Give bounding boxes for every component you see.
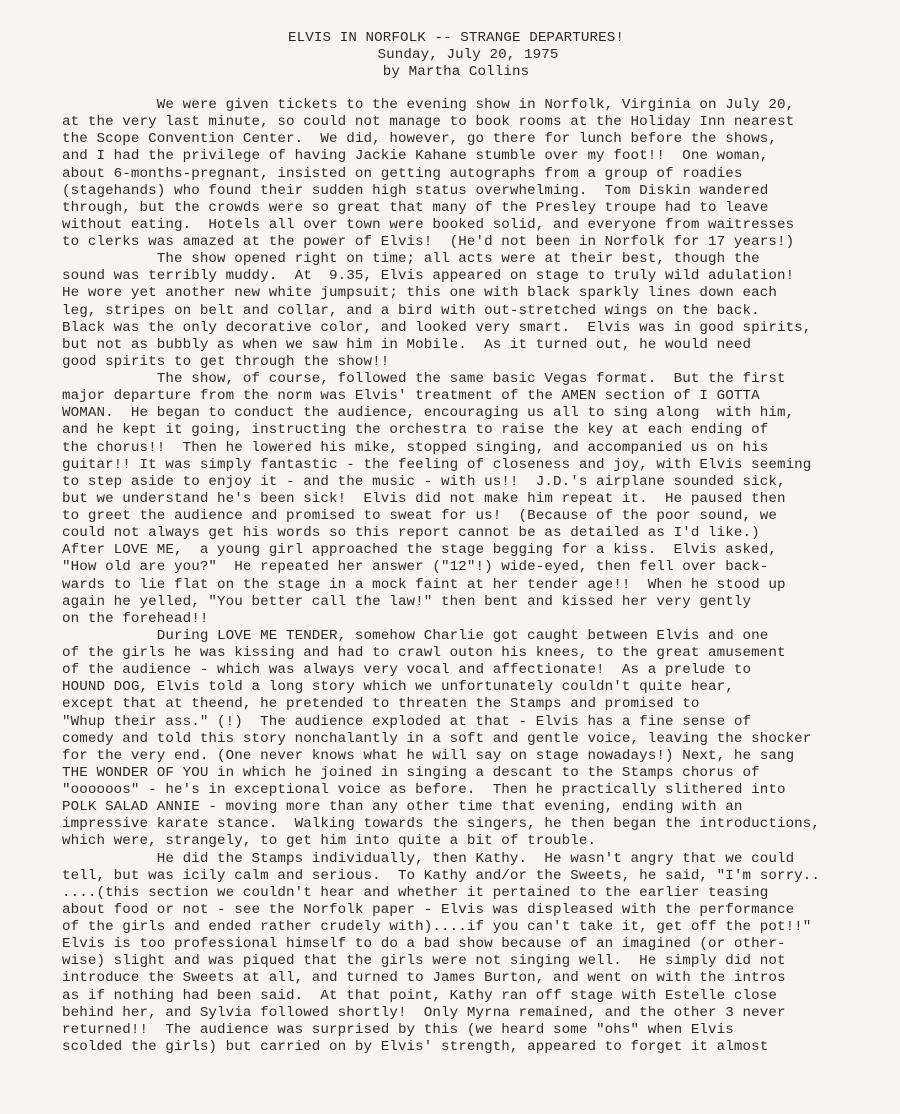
text-line: to clerks was amazed at the power of Elvis! (He'd not been in Norfolk for 17 years!)	[62, 234, 795, 250]
text-line: WOMAN. He began to conduct the audience, encouraging us all to sing along with him,	[62, 405, 795, 422]
text-line: After LOVE ME, a young girl approached the stage begging for a kiss. Elvis asked,	[62, 542, 777, 559]
text-line: behind her, and Sylvia followed shortly! Only Myrna remained, and the other 3 never	[62, 1004, 786, 1021]
text-line: HOUND DOG, Elvis told a long story which we unfortunately couldn't quite hear,	[62, 679, 734, 696]
text-line: of the audience - which was always very vocal and affectionate! As a prelude to	[62, 662, 752, 679]
text-line: and he kept it going, instructing the orchestra to raise the key at each ending of	[62, 422, 769, 439]
text-line: the Scope Convention Center. We did, however, go there for lunch before the shows,	[62, 131, 777, 148]
text-line: Black was the only decorative color, and looked very smart. Elvis was in good spirits,	[62, 319, 812, 336]
text-line: on the forehead!!	[62, 610, 209, 627]
text-line: of the girls and ended rather crudely with)....if you can't take it, get off the pot!!"	[62, 919, 812, 935]
text-line: without eating. Hotels all over town were booked solid, and everyone from waitresses	[62, 216, 795, 233]
text-line: THE WONDER OF YOU in which he joined in singing a descant to the Stamps chorus of	[62, 764, 760, 781]
text-line: "oooooos" - he's in exceptional voice as before. Then he practically slithered into	[62, 782, 786, 798]
text-line: and I had the privilege of having Jackie Kahane stumble over my foot!! One woman,	[62, 148, 769, 165]
text-line: through, but the crowds were so great that many of the Presley troupe had to leave	[62, 199, 769, 216]
text-line: "How old are you?" He repeated her answer ("12"!) wide-eyed, then fell over back-	[62, 559, 769, 576]
text-line: returned!! The audience was surprised by this (we heard some "ohs" when Elvis	[62, 1021, 734, 1038]
text-line: good spirits to get through the show!!	[62, 353, 390, 370]
text-line: Elvis is too professional himself to do a bad show because of an imagined (or other-	[62, 936, 786, 953]
text-line: to step aside to enjoy it - and the music - with us!! J.D.'s airplane sounded sick,	[62, 473, 786, 490]
text-line: The show opened right on time; all acts were at their best, though the	[62, 251, 760, 268]
text-line: wise) slight and was piqued that the girls were not singing well. He simply did not	[62, 953, 786, 970]
text-line: major departure from the norm was Elvis' treatment of the AMEN section of I GOTTA	[62, 388, 760, 405]
text-line: except that at theend, he pretended to threaten the Stamps and promised to	[62, 696, 700, 713]
text-line: of the girls he was kissing and had to crawl outon his knees, to the great amusement	[62, 645, 786, 661]
text-line: We were given tickets to the evening show in Norfolk, Virginia on July 20,	[62, 97, 795, 113]
text-line: the chorus!! Then he lowered his mike, stopped singing, and accompanied us on his	[62, 439, 769, 456]
article-byline: by Martha Collins	[382, 64, 530, 80]
text-line: "Whup their ass." (!) The audience exploded at that - Elvis has a fine sense of	[62, 713, 752, 730]
text-line: comedy and told this story nonchalantly in a soft and gentle voice, leaving the shocker	[62, 730, 812, 747]
text-line: He did the Stamps individually, then Kathy. He wasn't angry that we could	[62, 850, 795, 867]
article-body	[62, 97, 892, 1056]
text-line: sound was terribly muddy. At 9.35, Elvis appeared on stage to truly wild adulation!	[62, 268, 795, 285]
article-header	[0, 30, 900, 81]
text-line: (stagehands) who found their sudden high status overwhelming. Tom Diskin wandered	[62, 182, 769, 199]
text-line: tell, but was icily calm and serious. To Kathy and/or the Sweets, he said, "I'm sorry..	[62, 867, 821, 884]
text-line: guitar!! It was simply fantastic - the feeling of closeness and joy, with Elvis seeming	[62, 456, 812, 473]
text-line: scolded the girls) but carried on by Elvis' strength, appeared to forget it almost	[62, 1038, 769, 1055]
text-line: about food or not - see the Norfolk paper - Elvis was displeased with the performance	[62, 901, 795, 918]
text-line: wards to lie flat on the stage in a mock faint at her tender age!! When he stood up	[62, 576, 786, 593]
text-line: to greet the audience and promised to sweat for us! (Because of the poor sound, we	[62, 508, 777, 524]
text-line: but we understand he's been sick! Elvis did not make him repeat it. He paused then	[62, 490, 786, 507]
text-line: He wore yet another new white jumpsuit; this one with black sparkly lines down each	[62, 285, 777, 302]
text-line: could not always get his words so this report cannot be as detailed as I'd like.)	[62, 525, 760, 542]
text-line: The show, of course, followed the same basic Vegas format. But the first	[62, 371, 786, 387]
text-line: During LOVE ME TENDER, somehow Charlie got caught between Elvis and one	[62, 627, 769, 644]
article-title: ELVIS IN NORFOLK -- STRANGE DEPARTURES!	[288, 30, 624, 46]
text-line: POLK SALAD ANNIE - moving more than any other time that evening, ending with an	[62, 799, 743, 816]
text-line: which were, strangely, to get him into quite a bit of trouble.	[62, 833, 597, 850]
text-line: as if nothing had been said. At that point, Kathy ran off stage with Estelle close	[62, 987, 777, 1004]
text-line: at the very last minute, so could not manage to book rooms at the Holiday Inn nearest	[62, 114, 795, 131]
text-line: about 6-months-pregnant, insisted on getting autographs from a group of roadies	[62, 165, 743, 182]
text-line: ....(this section we couldn't hear and whether it pertained to the earlier teasing	[62, 884, 769, 901]
text-line: but not as bubbly as when we saw him in Mobile. As it turned out, he would need	[62, 336, 752, 353]
article-date: Sunday, July 20, 1975	[377, 47, 559, 63]
text-line: introduce the Sweets at all, and turned to James Burton, and went on with the intros	[62, 970, 786, 987]
text-line: impressive karate stance. Walking towards the singers, he then began the introductions,	[62, 816, 821, 833]
text-line: for the very end. (One never knows what he will say on stage nowadays!) Next, he sang	[62, 747, 795, 764]
text-line: again he yelled, "You better call the law!" then bent and kissed her very gently	[62, 593, 752, 610]
text-line: leg, stripes on belt and collar, and a bird with out-stretched wings on the back.	[62, 302, 760, 319]
